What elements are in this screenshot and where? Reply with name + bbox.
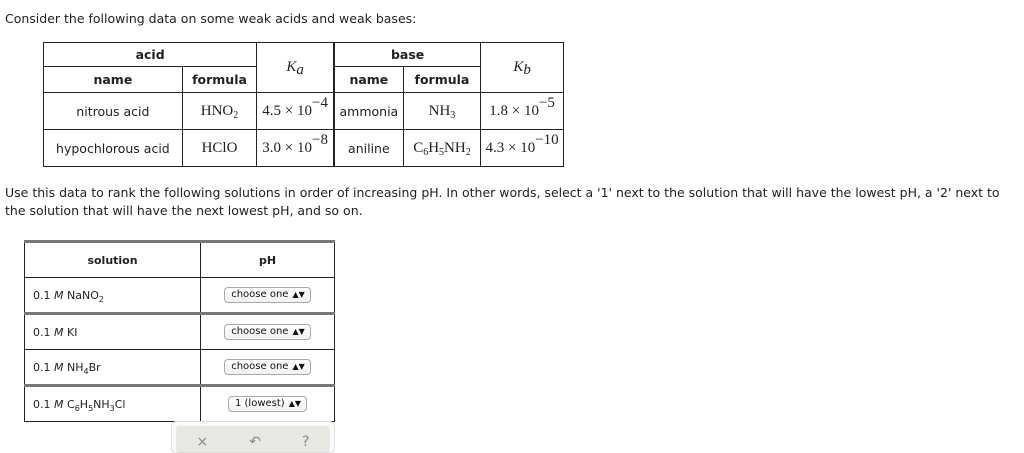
base-formula: $NH_3$: [403, 93, 480, 130]
solution-label: 0.1 M $NH_4Br$: [25, 350, 201, 386]
ka-value: $3.0 \times 10^{-8}$: [257, 130, 334, 167]
base-formula: $C_6H_5NH_2$: [403, 130, 480, 167]
updown-arrow-icon: ▲▼: [292, 327, 305, 336]
acid-name: hypochlorous acid: [44, 130, 183, 167]
solution-row: [25, 350, 335, 386]
answer-toolbar: [171, 421, 335, 453]
instructions: Use this data to rank the following solutions in order of increasing pH. In other words, select a '1' next to the solution that will have the lowest pH, a '2' next to the solution that will have the next lowest pH, and so on.: [5, 185, 1000, 218]
base-name: ammonia: [335, 93, 404, 130]
kb-header: $K_b$: [481, 43, 564, 93]
solution-label: 0.1 M KI: [25, 314, 201, 350]
updown-arrow-icon: ▲▼: [292, 362, 305, 371]
undo-icon[interactable]: ↶: [249, 434, 262, 450]
solution-row: [25, 386, 335, 422]
ph-rank-select[interactable]: choose one ▲▼: [224, 359, 311, 375]
updown-arrow-icon: ▲▼: [288, 399, 301, 408]
acid-group-header: acid: [44, 43, 257, 67]
acid-name: nitrous acid: [44, 93, 183, 130]
solution-label: 0.1 M $C_6H_5NH_3Cl$: [25, 386, 201, 422]
solution-label: 0.1 M NaNO$_2$: [25, 278, 201, 314]
base-row: [335, 93, 564, 130]
acid-row: [44, 93, 334, 130]
acid-formula-header: formula: [182, 67, 256, 93]
ka-value: $4.5 \times 10^{-4}$: [257, 93, 334, 130]
ph-rank-select[interactable]: 1 (lowest) ▲▼: [228, 396, 307, 412]
base-table: [334, 42, 564, 167]
kb-value: $1.8 \times 10^{-5}$: [481, 93, 564, 130]
acid-formula: $HNO_2$: [182, 93, 256, 130]
intro-text: Consider the following data on some weak acids and weak bases:: [5, 11, 417, 26]
base-formula-header: formula: [403, 67, 480, 93]
ka-header: $K_a$: [257, 43, 334, 93]
solution-table: [24, 240, 335, 422]
ph-header: pH: [201, 242, 335, 278]
base-name: aniline: [335, 130, 404, 167]
acid-formula: HClO: [182, 130, 256, 167]
solution-header: solution: [25, 242, 201, 278]
acid-table: [43, 42, 334, 167]
solution-row: [25, 314, 335, 350]
ph-rank-select[interactable]: choose one ▲▼: [224, 324, 311, 340]
solution-row: [25, 278, 335, 314]
kb-value: $4.3 \times 10^{-10}$: [481, 130, 564, 167]
acid-name-header: name: [44, 67, 183, 93]
clear-icon[interactable]: ×: [196, 434, 209, 450]
ph-rank-select[interactable]: choose one ▲▼: [224, 287, 311, 303]
base-row: [335, 130, 564, 167]
acid-row: [44, 130, 334, 167]
base-name-header: name: [335, 67, 404, 93]
base-group-header: base: [335, 43, 481, 67]
help-icon[interactable]: ?: [302, 434, 310, 450]
updown-arrow-icon: ▲▼: [292, 290, 305, 299]
